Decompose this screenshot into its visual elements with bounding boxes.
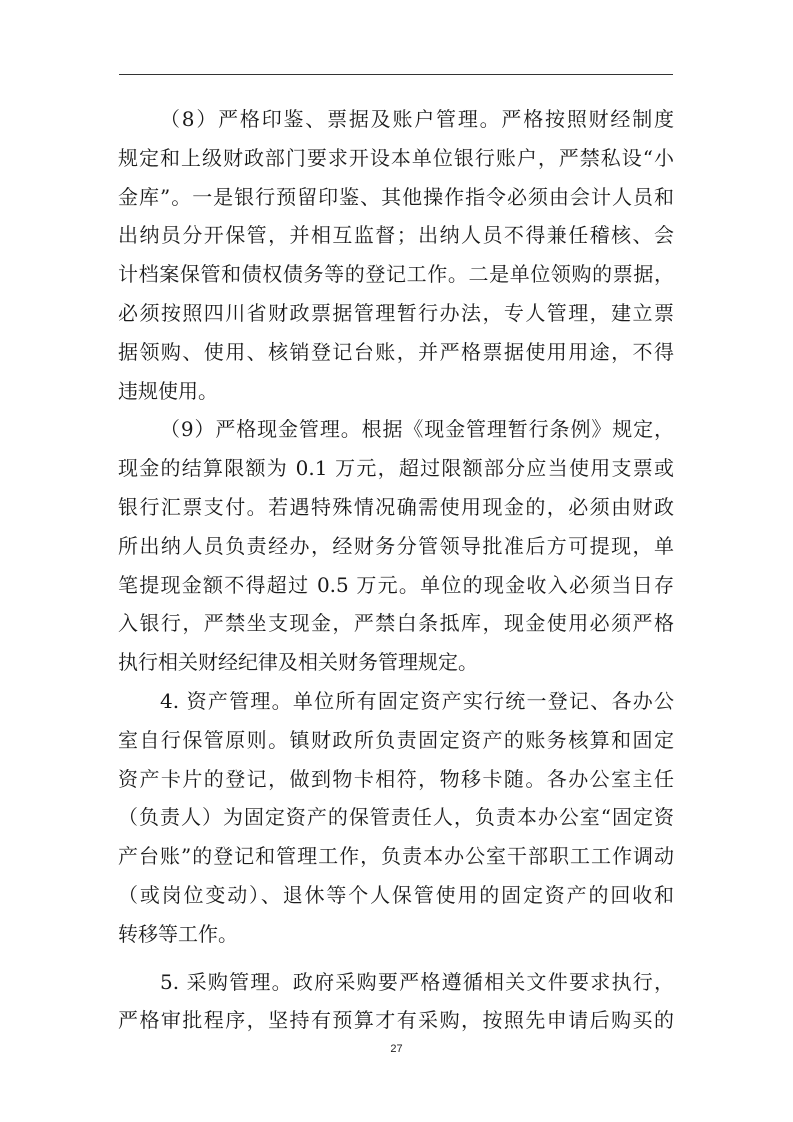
text-line: 产台账”的登记和管理工作，负责本办公室干部职工工作调动	[118, 844, 674, 869]
text-line: 室自行保管原则。镇财政所负责固定资产的账务核算和固定	[118, 727, 674, 752]
header-rule	[119, 74, 673, 75]
text-line: 规定和上级财政部门要求开设本单位银行账户，严禁私设“小	[118, 145, 674, 170]
text-line: 笔提现金额不得超过 0.5 万元。单位的现金收入必须当日存	[118, 572, 674, 597]
text-line: 转移等工作。	[118, 921, 238, 946]
paragraph-seal-bill-account-management	[118, 100, 674, 410]
text-line: 金库”。一是银行预留印鉴、其他操作指令必须由会计人员和	[118, 184, 674, 209]
paragraph-asset-management	[118, 682, 674, 954]
text-line: 5. 采购管理。政府采购要严格遵循相关文件要求执行，	[160, 969, 674, 994]
text-line: 4. 资产管理。单位所有固定资产实行统一登记、各办公	[160, 688, 674, 713]
paragraph-gap	[118, 954, 674, 963]
text-line: 执行相关财经纪律及相关财务管理规定。	[118, 650, 478, 675]
text-line: （负责人）为固定资产的保管责任人，负责本办公室“固定资	[118, 805, 674, 830]
page-number: 27	[390, 1043, 403, 1055]
text-line: 违规使用。	[118, 378, 218, 403]
text-line: 必须按照四川省财政票据管理暂行办法，专人管理，建立票	[118, 300, 674, 325]
paragraph-cash-management	[118, 410, 674, 682]
text-line: 银行汇票支付。若遇特殊情况确需使用现金的，必须由财政	[118, 494, 674, 519]
text-line: 出纳员分开保管，并相互监督；出纳人员不得兼任稽核、会	[118, 223, 674, 248]
text-line: 所出纳人员负责经办，经财务分管领导批准后方可提现，单	[118, 533, 674, 558]
text-line: 入银行，严禁坐支现金，严禁白条抵库，现金使用必须严格	[118, 611, 674, 636]
paragraph-procurement-management	[118, 963, 674, 1041]
text-line: （8）严格印鉴、票据及账户管理。严格按照财经制度	[160, 107, 674, 131]
text-line: 现金的结算限额为 0.1 万元，超过限额部分应当使用支票或	[118, 456, 674, 481]
text-line: 严格审批程序，坚持有预算才有采购，按照先申请后购买的	[118, 1008, 674, 1033]
text-line: 据领购、使用、核销登记台账，并严格票据使用用途，不得	[118, 339, 674, 364]
text-line: 计档案保管和债权债务等的登记工作。二是单位领购的票据，	[118, 262, 674, 287]
document-body	[118, 100, 674, 1040]
text-line: 资产卡片的登记，做到物卡相符，物移卡随。各办公室主任	[118, 766, 674, 791]
text-line: （9）严格现金管理。根据《现金管理暂行条例》规定，	[160, 417, 674, 442]
text-line: （或岗位变动）、退休等个人保管使用的固定资产的回收和	[118, 882, 674, 907]
